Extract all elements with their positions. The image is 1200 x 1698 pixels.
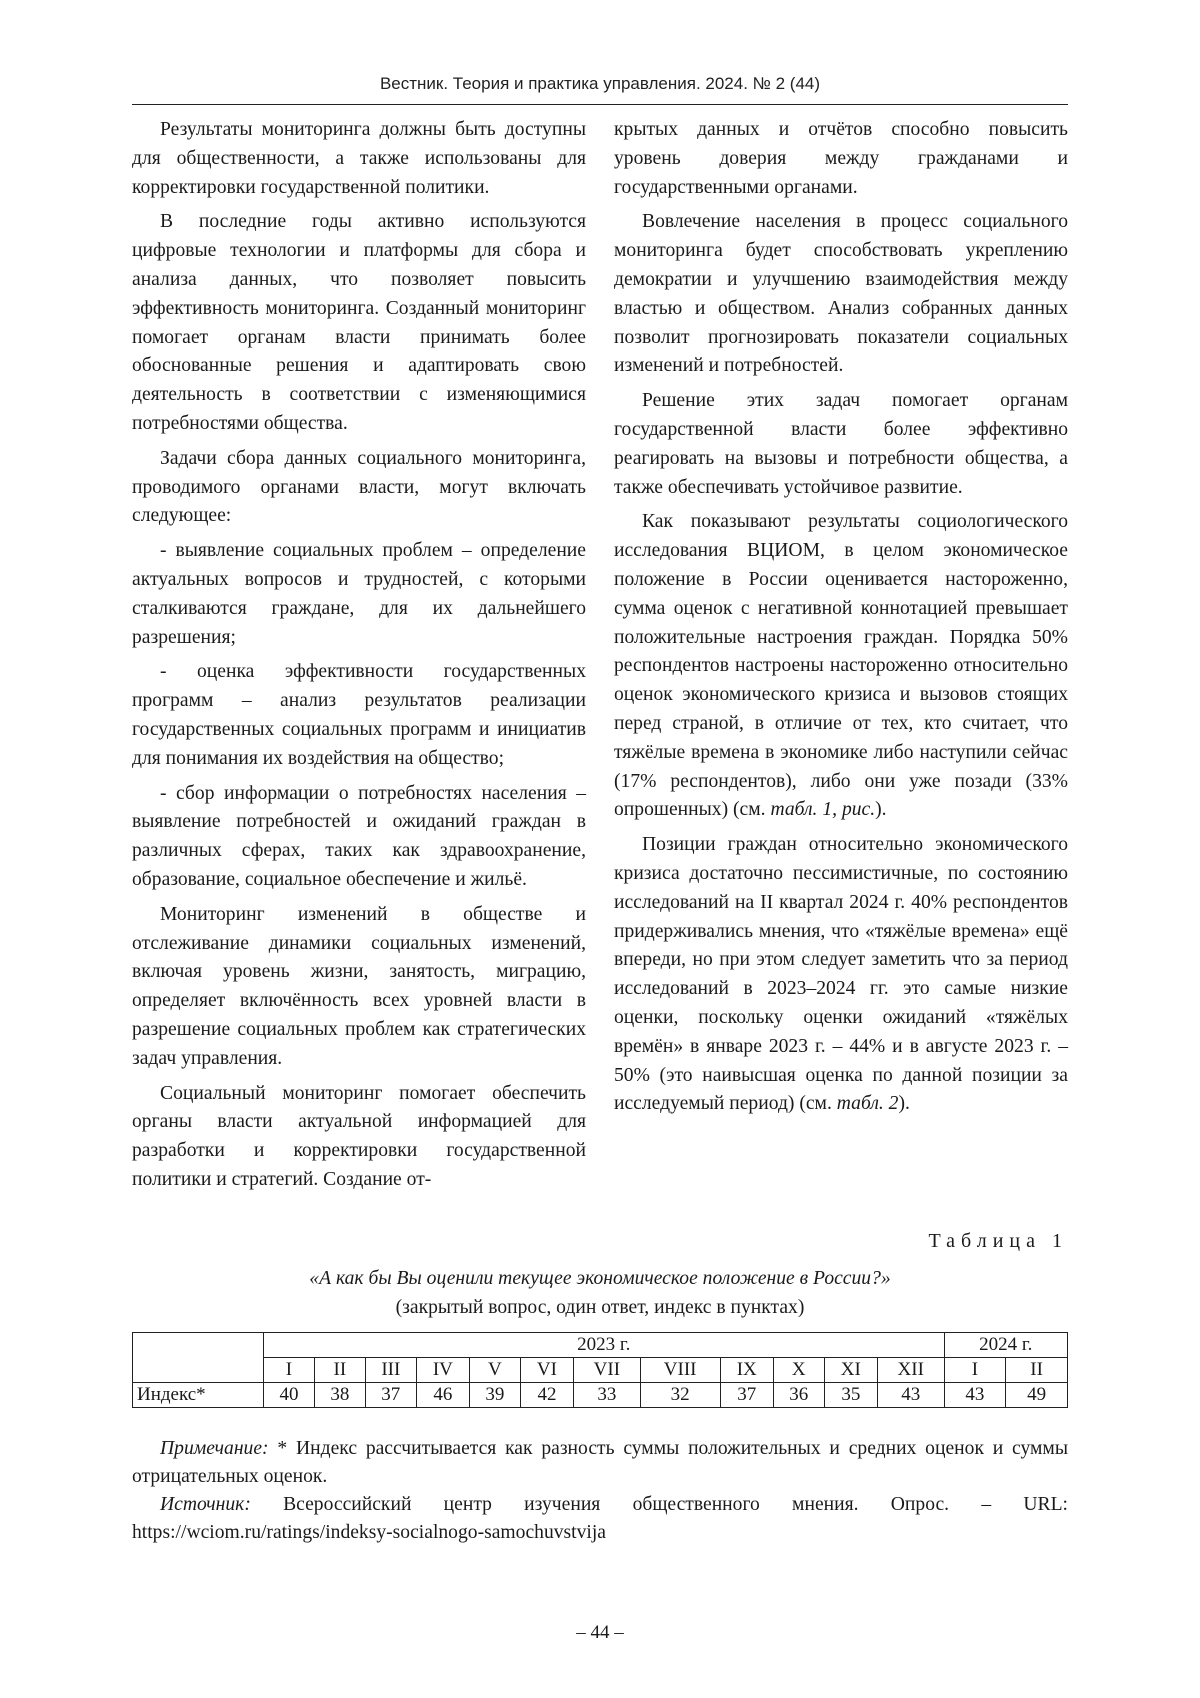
table-reference: табл. 2 xyxy=(836,1093,899,1115)
paragraph: Социальный мониторинг помогает обеспечить органы власти актуальной информацией для разработки и корректировки государственной политики и стратегий. Создание от- xyxy=(132,1082,586,1190)
paragraph: В последние годы активно используются цифровые технологии и платформы для сбора и анализа данных, что позволяет повысить эффективность мониторинга. Созданный мониторинг помогает органам власти принимать более обоснованные решения и адаптировать свою деятельность в соответствии с изменяющимися потребностями общества. xyxy=(132,211,586,434)
value-cell: 42 xyxy=(520,1383,573,1408)
paragraph: Мониторинг изменений в обществе и отслеживание динамики социальных изменений, включая уровень жизни, занятость, миграцию, определяет включённость всех уровней власти в разрешение социальных проблем как стратегических задач управления. xyxy=(132,903,586,1069)
month-header-cell: II xyxy=(314,1358,365,1383)
month-header-cell: I xyxy=(264,1358,315,1383)
index-table xyxy=(132,1332,1068,1408)
months-row xyxy=(133,1358,1068,1383)
paragraph: Результаты мониторинга должны быть доступны для общественности, а также использованы для корректировки государственной политики. xyxy=(132,119,586,198)
paragraph-text: Позиции граждан относительно экономического кризиса достаточно пессимистичные, по состоянию исследований на II квартал 2024 г. 40% респондентов придерживались мнения, что «тяжёлые времена» ещё впереди, но при этом следует заметить что за период исследований в 2023–2024 гг. это самые низкие оценки, поскольку оценки ожиданий «тяжёлых времён» в январе 2023 г. – 44% и в августе 2023 г. – 50% (это наивысшая оценка по данной позиции за исследуемый период) (см. xyxy=(614,834,1068,1115)
table-header-row xyxy=(133,1333,1068,1358)
table-notes xyxy=(132,1435,1068,1547)
paragraph xyxy=(614,508,1068,825)
month-header-cell: IV xyxy=(416,1358,469,1383)
left-column xyxy=(132,116,586,1195)
table-row xyxy=(133,1383,1068,1408)
month-header-cell: VII xyxy=(574,1358,641,1383)
row-label: Индекс* xyxy=(133,1383,264,1408)
month-header-cell: XII xyxy=(877,1358,944,1383)
table-reference: табл. 1, рис. xyxy=(770,799,876,821)
source xyxy=(132,1491,1068,1547)
paragraph: Вовлечение населения в процесс социального мониторинга будет способствовать укреплению демократии и улучшению взаимодействия между властью и обществом. Анализ собранных данных позволит прогнозировать показатели социальных изменений и потребностей. xyxy=(614,211,1068,377)
value-cell: 46 xyxy=(416,1383,469,1408)
page-number: – 44 – xyxy=(576,1622,624,1643)
note-text: * Индекс рассчитывается как разность суммы положительных и средних оценок и суммы отрицательных оценок. xyxy=(132,1438,1068,1487)
list-item: - сбор информации о потребностях населения – выявление потребностей и ожиданий граждан в различных сферах, таких как здравоохранение, образование, социальное обеспечение и жильё. xyxy=(132,782,586,890)
month-header-cell: II xyxy=(1006,1358,1068,1383)
table-title: «А как бы Вы оценили текущее экономическое положение в России?» xyxy=(309,1268,891,1289)
paragraph: Задачи сбора данных социального мониторинга, проводимого органами власти, могут включать следующее: xyxy=(132,447,586,527)
month-header-cell: IX xyxy=(720,1358,773,1383)
list-item: - выявление социальных проблем – определение актуальных вопросов и трудностей, с которыми сталкиваются граждане, для их дальнейшего разрешения; xyxy=(132,540,586,648)
month-header-cell: VI xyxy=(520,1358,573,1383)
value-cell: 49 xyxy=(1006,1383,1068,1408)
paragraph-end: ). xyxy=(875,799,887,821)
value-cell: 43 xyxy=(944,1383,1006,1408)
table-subtitle: (закрытый вопрос, один ответ, индекс в пунктах) xyxy=(395,1297,805,1318)
source-label: Источник: xyxy=(160,1494,251,1515)
month-header-cell: XI xyxy=(824,1358,877,1383)
value-cell: 33 xyxy=(574,1383,641,1408)
month-header-cell: X xyxy=(773,1358,824,1383)
month-header-cell: I xyxy=(944,1358,1006,1383)
year-header-2023: 2023 г. xyxy=(264,1333,945,1358)
value-cell: 38 xyxy=(314,1383,365,1408)
table-label: Таблица 1 xyxy=(928,1230,1068,1252)
value-cell: 40 xyxy=(264,1383,315,1408)
year-header-2024: 2024 г. xyxy=(944,1333,1067,1358)
paragraph-continued: крытых данных и отчётов способно повысить уровень доверия между гражданами и государственными органами. xyxy=(614,119,1068,198)
value-cell: 35 xyxy=(824,1383,877,1408)
note-label: Примечание: xyxy=(160,1438,269,1459)
list-item: - оценка эффективности государственных программ – анализ результатов реализации государственных социальных программ и инициатив для понимания их воздействия на общество; xyxy=(132,661,586,769)
note xyxy=(132,1435,1068,1491)
value-cell: 36 xyxy=(773,1383,824,1408)
paragraph-text: Как показывают результаты социологического исследования ВЦИОМ, в целом экономическое положение в России оценивается настороженно, сумма оценок с негативной коннотацией превышает положительные настроения граждан. Порядка 50% респондентов настроены настороженно относительно оценок экономического кризиса и вызовов стоящих перед страной, в отличие от тех, кто считает, что тяжёлые времена в экономике либо наступили сейчас (17% респондентов), либо они уже позади (33% опрошенных) (см. xyxy=(614,511,1068,821)
value-cell: 32 xyxy=(640,1383,720,1408)
month-header-cell: VIII xyxy=(640,1358,720,1383)
paragraph xyxy=(614,831,1068,1119)
value-cell: 37 xyxy=(720,1383,773,1408)
value-cell: 43 xyxy=(877,1383,944,1408)
value-cell: 39 xyxy=(469,1383,520,1408)
month-header-cell: V xyxy=(469,1358,520,1383)
month-header-cell: III xyxy=(365,1358,416,1383)
right-column xyxy=(614,116,1068,1119)
journal-header: Вестник. Теория и практика управления. 2024. № 2 (44) xyxy=(379,74,821,93)
source-text: Всероссийский центр изучения общественного мнения. Опрос. – URL: https://wciom.ru/ratings/indeksy-socialnogo-samochuvstvija xyxy=(132,1494,1068,1543)
empty-header-cell xyxy=(133,1333,264,1383)
paragraph-end: ). xyxy=(898,1093,910,1115)
value-cell: 37 xyxy=(365,1383,416,1408)
paragraph: Решение этих задач помогает органам государственной власти более эффективно реагировать на вызовы и потребности общества, а также обеспечивать устойчивое развитие. xyxy=(614,390,1068,498)
header-rule xyxy=(132,104,1068,105)
